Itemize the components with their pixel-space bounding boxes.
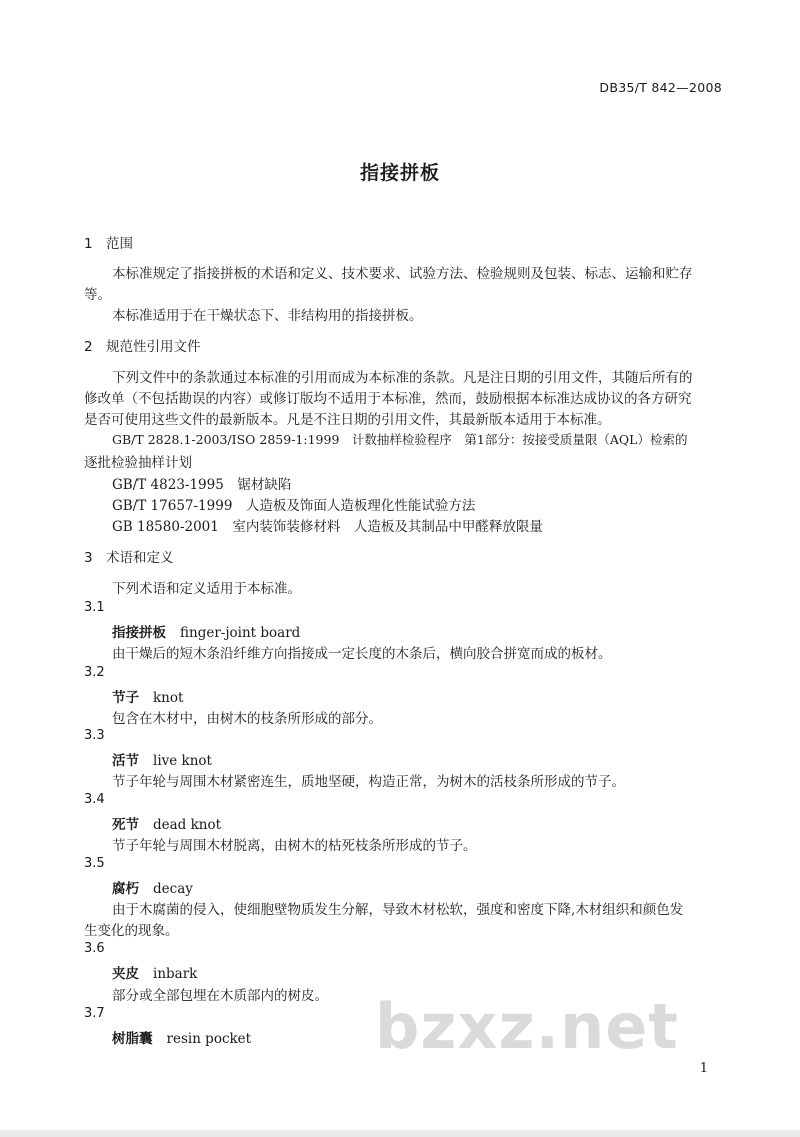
term-title: 夹皮 inbark (112, 966, 198, 982)
reference-line: GB/T 4823-1995 锯材缺陷 (112, 477, 292, 493)
section-heading-3: 3 术语和定义 (84, 550, 174, 566)
paragraph-line: 下列术语和定义适用于本标准。 (112, 581, 301, 597)
section-heading-2: 2 规范性引用文件 (84, 339, 201, 355)
term-definition: 由于木腐菌的侵入，使细胞壁物质发生分解，导致木材松软，强度和密度下降,木材组织和颜色发 (112, 902, 684, 918)
paragraph-line: 修改单（不包括勘误的内容）或修订版均不适用于本标准，然而，鼓励根据本标准达成协议的各方研究 (84, 391, 692, 407)
reference-line: 逐批检验抽样计划 (84, 455, 192, 471)
term-number: 3.1 (84, 600, 105, 615)
term-number: 3.2 (84, 665, 105, 680)
page-bottom-edge (0, 1130, 800, 1137)
term-number: 3.3 (84, 728, 105, 743)
document-title: 指接拼板 (359, 162, 440, 184)
section-heading-1: 1 范围 (84, 236, 133, 252)
term-title: 指接拼板 finger-joint board (112, 625, 301, 641)
term-title: 死节 dead knot (112, 817, 222, 833)
term-number: 3.6 (84, 941, 105, 956)
paragraph-line: 下列文件中的条款通过本标准的引用而成为本标准的条款。凡是注日期的引用文件，其随后所有的 (112, 370, 693, 386)
term-number: 3.5 (84, 856, 105, 871)
paragraph-line: 本标准规定了指接拼板的术语和定义、技术要求、试验方法、检验规则及包装、标志、运输和贮存 (112, 266, 693, 282)
term-definition: 节子年轮与周围木材脱离，由树木的枯死枝条所形成的节子。 (112, 838, 477, 854)
standard-number: DB35/T 842—2008 (599, 80, 722, 95)
page-number: 1 (699, 1061, 708, 1076)
reference-line: GB/T 2828.1-2003/ISO 2859-1:1999 计数抽样检验程序 第1部分：按接受质量限（AQL）检索的 (112, 432, 688, 447)
term-definition: 生变化的现象。 (84, 923, 179, 939)
term-title: 腐朽 decay (112, 881, 193, 897)
term-number: 3.4 (84, 792, 105, 807)
paragraph-line: 等。 (84, 287, 111, 303)
term-definition: 由干燥后的短木条沿纤维方向指接成一定长度的木条后，横向胶合拼宽而成的板材。 (112, 646, 612, 662)
watermark: bzxz.net (375, 990, 679, 1063)
term-title: 活节 live knot (112, 753, 212, 769)
paragraph-line: 本标准适用于在干燥状态下、非结构用的指接拼板。 (112, 308, 423, 324)
term-title: 节子 knot (112, 690, 184, 706)
term-title: 树脂囊 resin pocket (112, 1031, 252, 1047)
paragraph-line: 是否可使用这些文件的最新版本。凡是不注日期的引用文件，其最新版本适用于本标准。 (84, 412, 611, 428)
term-definition: 部分或全部包埋在木质部内的树皮。 (112, 988, 328, 1004)
reference-line: GB 18580-2001 室内装饰装修材料 人造板及其制品中甲醛释放限量 (112, 519, 543, 535)
reference-line: GB/T 17657-1999 人造板及饰面人造板理化性能试验方法 (112, 498, 476, 514)
term-number: 3.7 (84, 1006, 105, 1021)
term-definition: 节子年轮与周围木材紧密连生，质地坚硬，构造正常，为树木的活枝条所形成的节子。 (112, 774, 625, 790)
term-definition: 包含在木材中，由树木的枝条所形成的部分。 (112, 711, 382, 727)
